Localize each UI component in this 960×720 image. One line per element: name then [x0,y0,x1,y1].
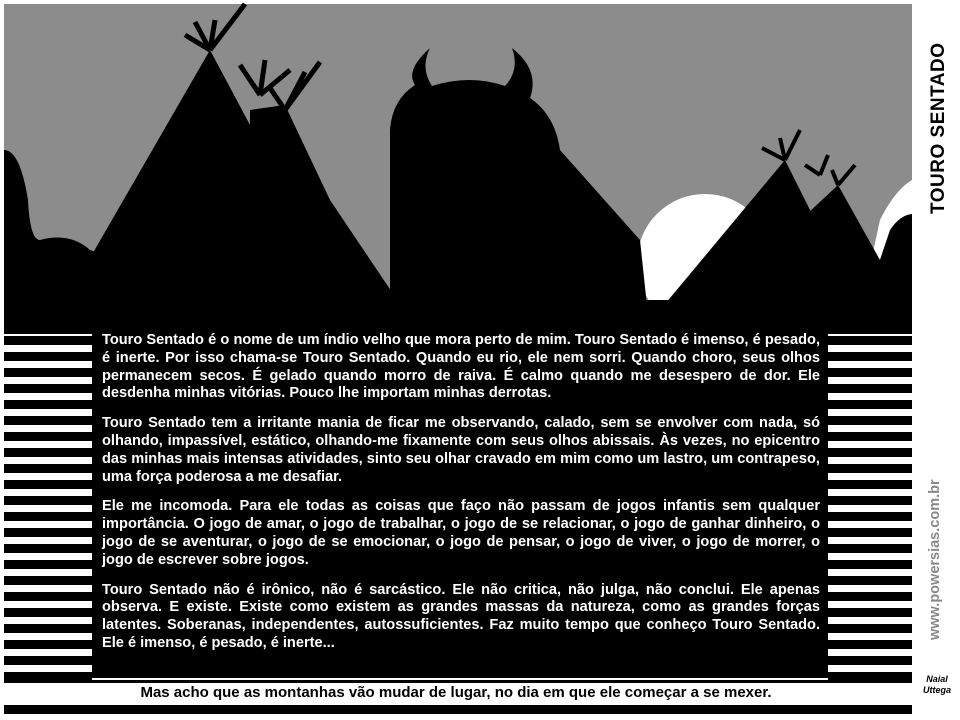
caption: Mas acho que as montanhas vão mudar de lugar, no dia em que ele começar a se mexer. [140,684,772,701]
caption-top-line [4,680,912,683]
slide-title: TOURO SENTADO [928,42,949,214]
paragraph-4: Touro Sentado não é irônico, não é sarcástico. Ele não critica, não julga, não conclui. Ele apenas observa. E existe. Existe como existem as grandes massas da natureza, como as grandes forças latentes. Soberanas, independentes, autossuficientes. Faz muito tempo que conheço Touro Sentado. Ele é imenso, é pesado, é inerte... [102,581,820,651]
author-credit [914,674,960,696]
paragraph-1: Touro Sentado é o nome de um índio velho que mora perto de mim. Touro Sentado é imenso, é pesado, é inerte. Por isso chama-se Touro Sentado. Quando eu rio, ele nem sorri. Quando choro, seus olhos permanecem secos. É gelado quando morro de raiva. É calmo quando me desespero de dor. Ele desdenha minhas vitórias. Pouco lhe importam minhas derrotas. [102,332,820,402]
paragraph-2: Touro Sentado tem a irritante mania de ficar me observando, calado, sem se envolver com nada, só olhando, impassível, estático, olhando-me fixamente com seus olhos abissais. Às vezes, no epicentro das minhas mais intensas atividades, sinto seu olhar cravado em mim como um lastro, um contrapeso, uma força poderosa a me desafiar. [102,415,820,485]
text-panel [92,330,828,678]
ground-band [4,300,912,334]
right-stripes [828,336,912,681]
paragraph-3: Ele me incomoda. Para ele todas as coisas que faço não passam de jogos infantis sem qualquer importância. O jogo de amar, o jogo de trabalhar, o jogo de se relacionar, o jogo de ganhar dinheiro, o jogo de se aventurar, o jogo de se emocionar, o jogo de pensar, o jogo de viver, o jogo de morrer, o jogo de escrever sobre jogos. [102,498,820,568]
author-last-name: Uttega [922,685,951,695]
website-credit: www.powersias.com.br [927,479,943,640]
author-first-name: Naial [926,674,948,684]
